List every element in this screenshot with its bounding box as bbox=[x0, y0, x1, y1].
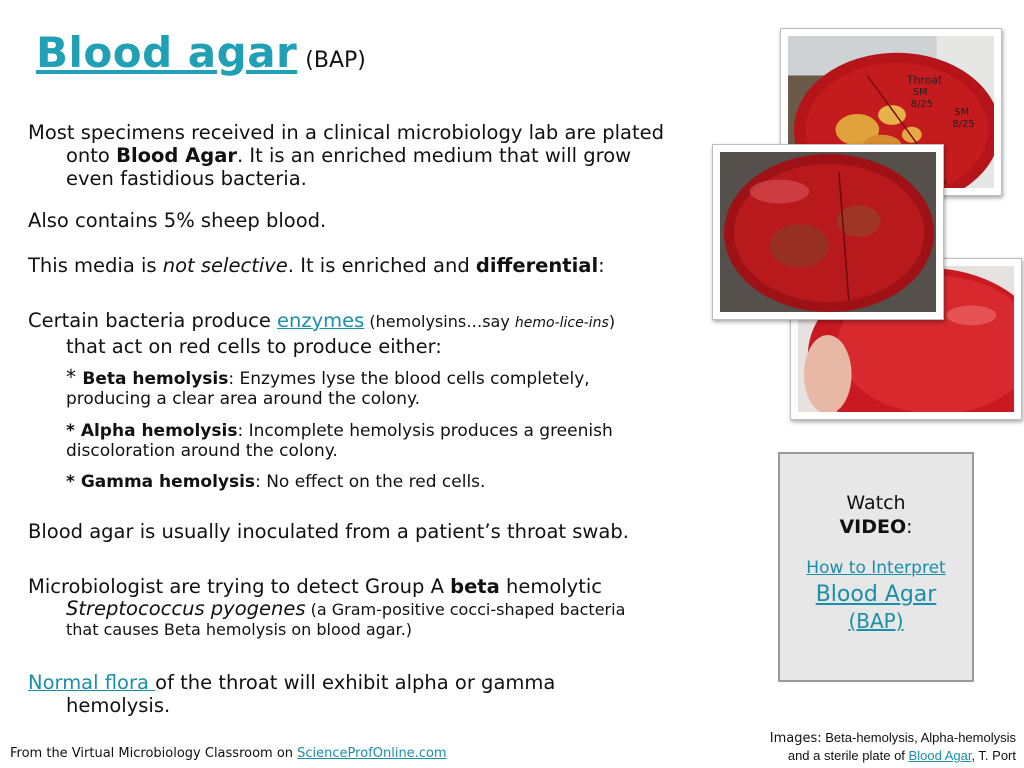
photo-label-date-2: 8/25 bbox=[952, 118, 975, 130]
alpha-hemolysis-image bbox=[720, 152, 936, 312]
hemolysis-term: Beta hemolysis bbox=[82, 369, 229, 389]
enzymes-text: (hemolysins…say bbox=[364, 312, 515, 331]
bullet-star: * bbox=[66, 472, 81, 492]
flora-text: hemolysis. bbox=[66, 694, 171, 717]
hemolysis-item-gamma bbox=[66, 472, 485, 492]
credit-blood-agar-link[interactable]: Blood Agar bbox=[908, 748, 972, 763]
hemolysis-term: Alpha hemolysis bbox=[80, 421, 238, 441]
micro-text: Microbiologist are trying to detect Group A bbox=[28, 575, 451, 598]
hemolysis-desc: : Incomplete hemolysis produces a greenish bbox=[237, 421, 613, 441]
image-credit bbox=[770, 729, 1016, 764]
title-sub: (BAP) bbox=[305, 48, 366, 73]
differential-bold: differential bbox=[475, 254, 599, 277]
video-panel bbox=[778, 452, 974, 682]
flora-text: of the throat will exhibit alpha or gamma bbox=[155, 671, 556, 694]
enzymes-text: Certain bacteria produce bbox=[28, 309, 278, 332]
enzymes-text: that act on red cells to produce either: bbox=[66, 335, 442, 358]
video-link-blood-agar[interactable]: Blood Agar bbox=[815, 582, 937, 607]
selective-text: : bbox=[598, 254, 605, 277]
hemolysis-desc: producing a clear area around the colony. bbox=[66, 389, 421, 409]
credit-line2: and a sterile plate of bbox=[787, 748, 909, 763]
hemolysis-item-beta bbox=[66, 367, 590, 409]
micro-text: that causes Beta hemolysis on blood agar.) bbox=[66, 620, 413, 639]
photo-label-throat: Throat bbox=[906, 73, 943, 87]
selective-text: This media is bbox=[28, 254, 163, 277]
footer-link[interactable]: ScienceProfOnline.com bbox=[297, 746, 447, 761]
page-title bbox=[36, 28, 366, 77]
credit-line1: Beta-hemolysis, Alpha-hemolysis bbox=[821, 730, 1016, 745]
selective-paragraph bbox=[28, 254, 605, 277]
normal-flora-paragraph bbox=[28, 671, 728, 717]
photo-label-date: 8/25 bbox=[910, 99, 934, 111]
video-link-how-to[interactable]: How to Interpret bbox=[806, 558, 946, 578]
micro-text: hemolytic bbox=[499, 575, 603, 598]
enzymes-paragraph bbox=[28, 309, 728, 358]
hemolysis-desc: : Enzymes lyse the blood cells completely, bbox=[228, 369, 590, 389]
micro-bold: beta bbox=[450, 575, 500, 598]
bullet-star: * bbox=[66, 421, 81, 441]
microbiologist-paragraph bbox=[28, 575, 728, 640]
hemolysis-term: Gamma hemolysis bbox=[80, 472, 256, 492]
video-colon: : bbox=[906, 516, 913, 538]
alpha-hemolysis-photo bbox=[712, 144, 944, 320]
intro-text: . It is an enriched medium that will grow bbox=[237, 144, 632, 167]
bullet-star: * bbox=[66, 365, 83, 389]
selective-italic: not selective bbox=[162, 254, 288, 277]
credit-label: Images: bbox=[769, 731, 822, 746]
credit-author: , T. Port bbox=[971, 748, 1016, 763]
species-italic: Streptococcus pyogenes bbox=[66, 597, 306, 620]
intro-text: even fastidious bacteria. bbox=[66, 167, 307, 190]
footer bbox=[10, 746, 447, 761]
hemolysis-item-alpha bbox=[66, 421, 613, 461]
intro-paragraph bbox=[28, 121, 718, 190]
enzymes-italic: hemo-lice-ins bbox=[514, 315, 609, 331]
intro-bold: Blood Agar bbox=[116, 144, 237, 167]
video-link-bap[interactable]: (BAP) bbox=[848, 609, 904, 633]
selective-text: . It is enriched and bbox=[287, 254, 476, 277]
video-watch-label: Watch bbox=[846, 492, 906, 514]
title-main: Blood agar bbox=[36, 28, 298, 77]
hemolysis-desc: discoloration around the colony. bbox=[66, 441, 338, 461]
video-bold: VIDEO bbox=[839, 516, 907, 538]
enzymes-text: ) bbox=[608, 312, 616, 331]
micro-text: (a Gram-positive cocci-shaped bacteria bbox=[305, 600, 626, 619]
hemolysis-desc: : No effect on the red cells. bbox=[255, 472, 486, 492]
normal-flora-link[interactable]: Normal flora bbox=[28, 671, 156, 694]
intro-text: Most specimens received in a clinical microbiology lab are plated bbox=[28, 121, 665, 144]
footer-text: From the Virtual Microbiology Classroom on bbox=[10, 746, 298, 761]
intro-text: onto bbox=[66, 144, 117, 167]
video-label-line bbox=[780, 516, 972, 538]
photo-label-sm-2: SM bbox=[954, 106, 970, 118]
enzymes-link[interactable]: enzymes bbox=[277, 309, 365, 332]
sheep-blood-text: Also contains 5% sheep blood. bbox=[28, 209, 327, 232]
throat-swab-text: Blood agar is usually inoculated from a patient’s throat swab. bbox=[28, 520, 629, 543]
photo-label-sm: SM bbox=[912, 87, 928, 99]
